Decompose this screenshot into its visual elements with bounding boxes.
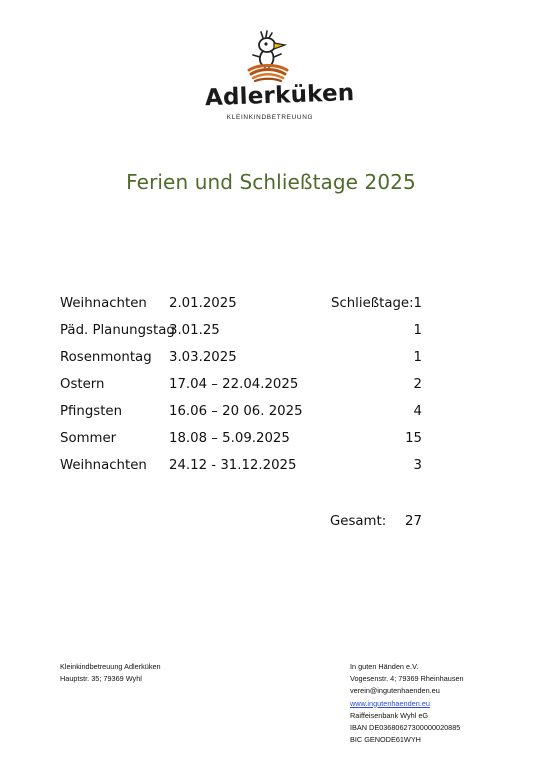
holiday-name: Pfingsten bbox=[60, 404, 123, 419]
schedule-row bbox=[60, 458, 440, 485]
closure-days: 1 bbox=[413, 296, 422, 311]
footer-bic: BIC GENODE61WYH bbox=[350, 735, 421, 745]
closure-days: 3 bbox=[413, 458, 422, 473]
total-value: 27 bbox=[405, 514, 422, 529]
closure-days: 15 bbox=[405, 431, 422, 446]
total-label: Gesamt: bbox=[330, 514, 387, 529]
holiday-date: 3.01.25 bbox=[169, 323, 220, 338]
holiday-name: Sommer bbox=[60, 431, 117, 446]
footer-line: Kleinkindbetreuung Adlerküken bbox=[60, 662, 161, 671]
footer-line: Vogesenstr. 4; 79369 Rheinhausen bbox=[350, 674, 464, 684]
footer-line: In guten Händen e.V. bbox=[350, 662, 419, 671]
closure-days-label: Schließtage: bbox=[331, 296, 414, 311]
closure-days: 1 bbox=[413, 323, 422, 338]
footer-email: verein@ingutenhaenden.eu bbox=[350, 686, 440, 696]
schedule-row bbox=[60, 323, 440, 350]
schedule-row bbox=[60, 404, 440, 431]
logo-wordmark: Adlerküken bbox=[204, 80, 355, 112]
closure-days: 2 bbox=[413, 377, 422, 392]
footer-iban: IBAN DE03680627300000020885 bbox=[350, 723, 461, 733]
footer-daycare-address bbox=[60, 661, 161, 685]
schedule-row bbox=[60, 377, 440, 404]
holiday-date: 18.08 – 5.09.2025 bbox=[169, 431, 290, 446]
holiday-date: 24.12 - 31.12.2025 bbox=[169, 458, 297, 473]
closure-schedule bbox=[60, 296, 440, 485]
holiday-date: 3.03.2025 bbox=[169, 350, 237, 365]
holiday-name: Ostern bbox=[60, 377, 105, 392]
schedule-row bbox=[60, 296, 440, 323]
holiday-date: 2.01.2025 bbox=[169, 296, 237, 311]
schedule-row bbox=[60, 431, 440, 458]
page-title: Ferien und Schließtage 2025 bbox=[126, 170, 416, 194]
holiday-name: Weihnachten bbox=[60, 458, 147, 473]
holiday-name: Weihnachten bbox=[60, 296, 147, 311]
footer-website-link[interactable]: www.ingutenhaenden.eu bbox=[350, 698, 430, 708]
holiday-date: 16.06 – 20 06. 2025 bbox=[169, 404, 303, 419]
footer-association-info bbox=[350, 661, 464, 746]
holiday-date: 17.04 – 22.04.2025 bbox=[169, 377, 299, 392]
holiday-name: Rosenmontag bbox=[60, 350, 152, 365]
footer-line: Hauptstr. 35; 79369 Wyhl bbox=[60, 674, 142, 684]
holiday-name: Päd. Planungstag bbox=[60, 323, 175, 338]
logo bbox=[204, 30, 355, 125]
closure-days: 4 bbox=[413, 404, 422, 419]
schedule-row bbox=[60, 350, 440, 377]
eaglet-nest-icon bbox=[241, 30, 297, 84]
footer-line: Raiffeisenbank Wyhl eG bbox=[350, 710, 429, 720]
logo-subtitle: KLEINKINDBETREUUNG bbox=[226, 114, 314, 121]
closure-days: 1 bbox=[413, 350, 422, 365]
